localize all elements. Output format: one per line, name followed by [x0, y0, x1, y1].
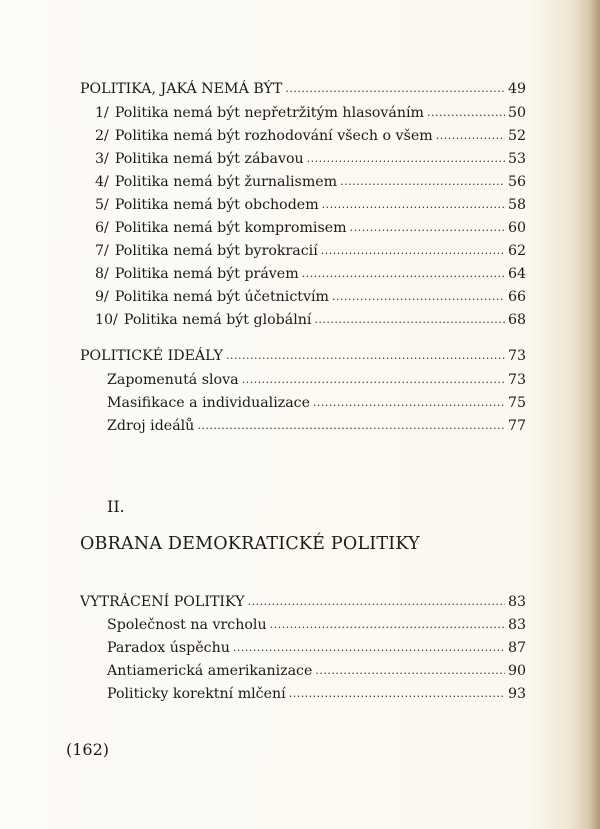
dot-leader [314, 311, 505, 329]
toc-entry-title: Politika nemá být byrokracií [114, 243, 318, 259]
toc-entry-title: Zdroj ideálů [107, 418, 195, 434]
dot-leader [285, 80, 505, 98]
toc-entry-title: Politika nemá být obchodem [114, 197, 319, 213]
toc-entry-number: 4/ [95, 174, 109, 190]
dot-leader [436, 127, 505, 145]
dot-leader [322, 196, 505, 214]
toc-entry-number: 6/ [95, 220, 109, 236]
toc-entry-title: Paradox úspěchu [107, 640, 230, 656]
toc-page-number: 66 [507, 289, 526, 305]
toc-heading-vytraceni-politiky [80, 593, 526, 612]
dot-leader [270, 616, 505, 634]
toc-entry-title: Společnost na vrcholu [107, 617, 267, 633]
dot-leader [233, 639, 505, 657]
dot-leader [340, 173, 505, 191]
dot-leader [427, 104, 505, 122]
toc-subentry [107, 417, 526, 436]
dot-leader [242, 371, 505, 389]
toc-subentry [107, 394, 526, 413]
toc-page-number: 75 [507, 395, 526, 411]
toc-subentry [107, 639, 526, 658]
dot-leader [289, 685, 505, 703]
toc-heading-title: POLITICKÉ IDEÁLY [80, 348, 224, 364]
toc-heading-politicke-idealy [80, 347, 526, 366]
toc-subentry [107, 371, 526, 390]
dot-leader [197, 417, 505, 435]
toc-page-number: 58 [507, 197, 526, 213]
toc-heading-title: VYTRÁCENÍ POLITIKY [80, 594, 245, 610]
toc-entry [95, 104, 526, 123]
toc-entry [95, 242, 526, 261]
toc-entry [95, 288, 526, 307]
toc-entry [95, 311, 526, 330]
toc-page-number: 83 [507, 594, 526, 610]
toc-entry-title: Politika nemá být nepřetržitým hlasováním [114, 105, 424, 121]
toc-page-number: 90 [507, 663, 526, 679]
toc-entry-number: 9/ [95, 289, 109, 305]
toc-page-number: 73 [507, 348, 526, 364]
toc-page-number: 68 [507, 312, 526, 328]
toc-page-number: 56 [507, 174, 526, 190]
dot-leader [302, 265, 505, 283]
toc-page-number: 73 [507, 372, 526, 388]
toc-subentry [107, 662, 526, 681]
dot-leader [307, 150, 505, 168]
toc-entry-number: 1/ [95, 105, 109, 121]
page-folio-number: (162) [66, 740, 110, 759]
toc-page-number: 77 [507, 418, 526, 434]
toc-entry-number: 7/ [95, 243, 109, 259]
toc-page-number: 60 [507, 220, 526, 236]
dot-leader [332, 288, 505, 306]
toc-page-number: 64 [507, 266, 526, 282]
toc-entry-title: Politika nemá být rozhodování všech o všem [114, 128, 433, 144]
toc-page-number: 93 [507, 686, 526, 702]
section-numeral: II. [107, 497, 125, 516]
toc-page-number: 53 [507, 151, 526, 167]
toc-entry-title: Masifikace a individualizace [107, 395, 311, 411]
toc-page-number: 52 [507, 128, 526, 144]
toc-entry-title: Politika nemá být účetnictvím [114, 289, 329, 305]
toc-subentry [107, 616, 526, 635]
toc-entry [95, 173, 526, 192]
toc-entry-title: Antiamerická amerikanizace [107, 663, 313, 679]
toc-heading-title: POLITIKA, JAKÁ NEMÁ BÝT [80, 81, 283, 97]
toc-entry-number: 5/ [95, 197, 109, 213]
toc-entry-number: 8/ [95, 266, 109, 282]
toc-entry-title: Politika nemá být kompromisem [114, 220, 347, 236]
dot-leader [313, 394, 505, 412]
toc-entry-title: Zapomenutá slova [107, 372, 239, 388]
dot-leader [350, 219, 505, 237]
toc-entry [95, 219, 526, 238]
section-title: OBRANA DEMOKRATICKÉ POLITIKY [80, 534, 420, 554]
toc-page-number: 83 [507, 617, 526, 633]
toc-entry-number: 10/ [95, 312, 118, 328]
toc-entry-title: Politika nemá být zábavou [114, 151, 304, 167]
toc-page-number: 62 [507, 243, 526, 259]
toc-entry [95, 265, 526, 284]
toc-heading-politika-jaka-nema-byt [80, 80, 526, 99]
toc-entry-number: 3/ [95, 151, 109, 167]
toc-entry-number: 2/ [95, 128, 109, 144]
toc-page-number: 49 [507, 81, 526, 97]
toc-entry [95, 196, 526, 215]
page-edge-shadow [590, 0, 600, 829]
dot-leader [321, 242, 505, 260]
dot-leader [315, 662, 505, 680]
toc-subentry [107, 685, 526, 704]
dot-leader [226, 347, 505, 365]
toc-page-number: 87 [507, 640, 526, 656]
dot-leader [248, 593, 505, 611]
toc-entry [95, 150, 526, 169]
toc-entry-title: Politika nemá být právem [114, 266, 299, 282]
toc-entry-title: Politika nemá být globální [123, 312, 312, 328]
toc-entry [95, 127, 526, 146]
toc-entry-title: Politicky korektní mlčení [107, 686, 286, 702]
toc-page-number: 50 [507, 105, 526, 121]
toc-entry-title: Politika nemá být žurnalismem [114, 174, 338, 190]
